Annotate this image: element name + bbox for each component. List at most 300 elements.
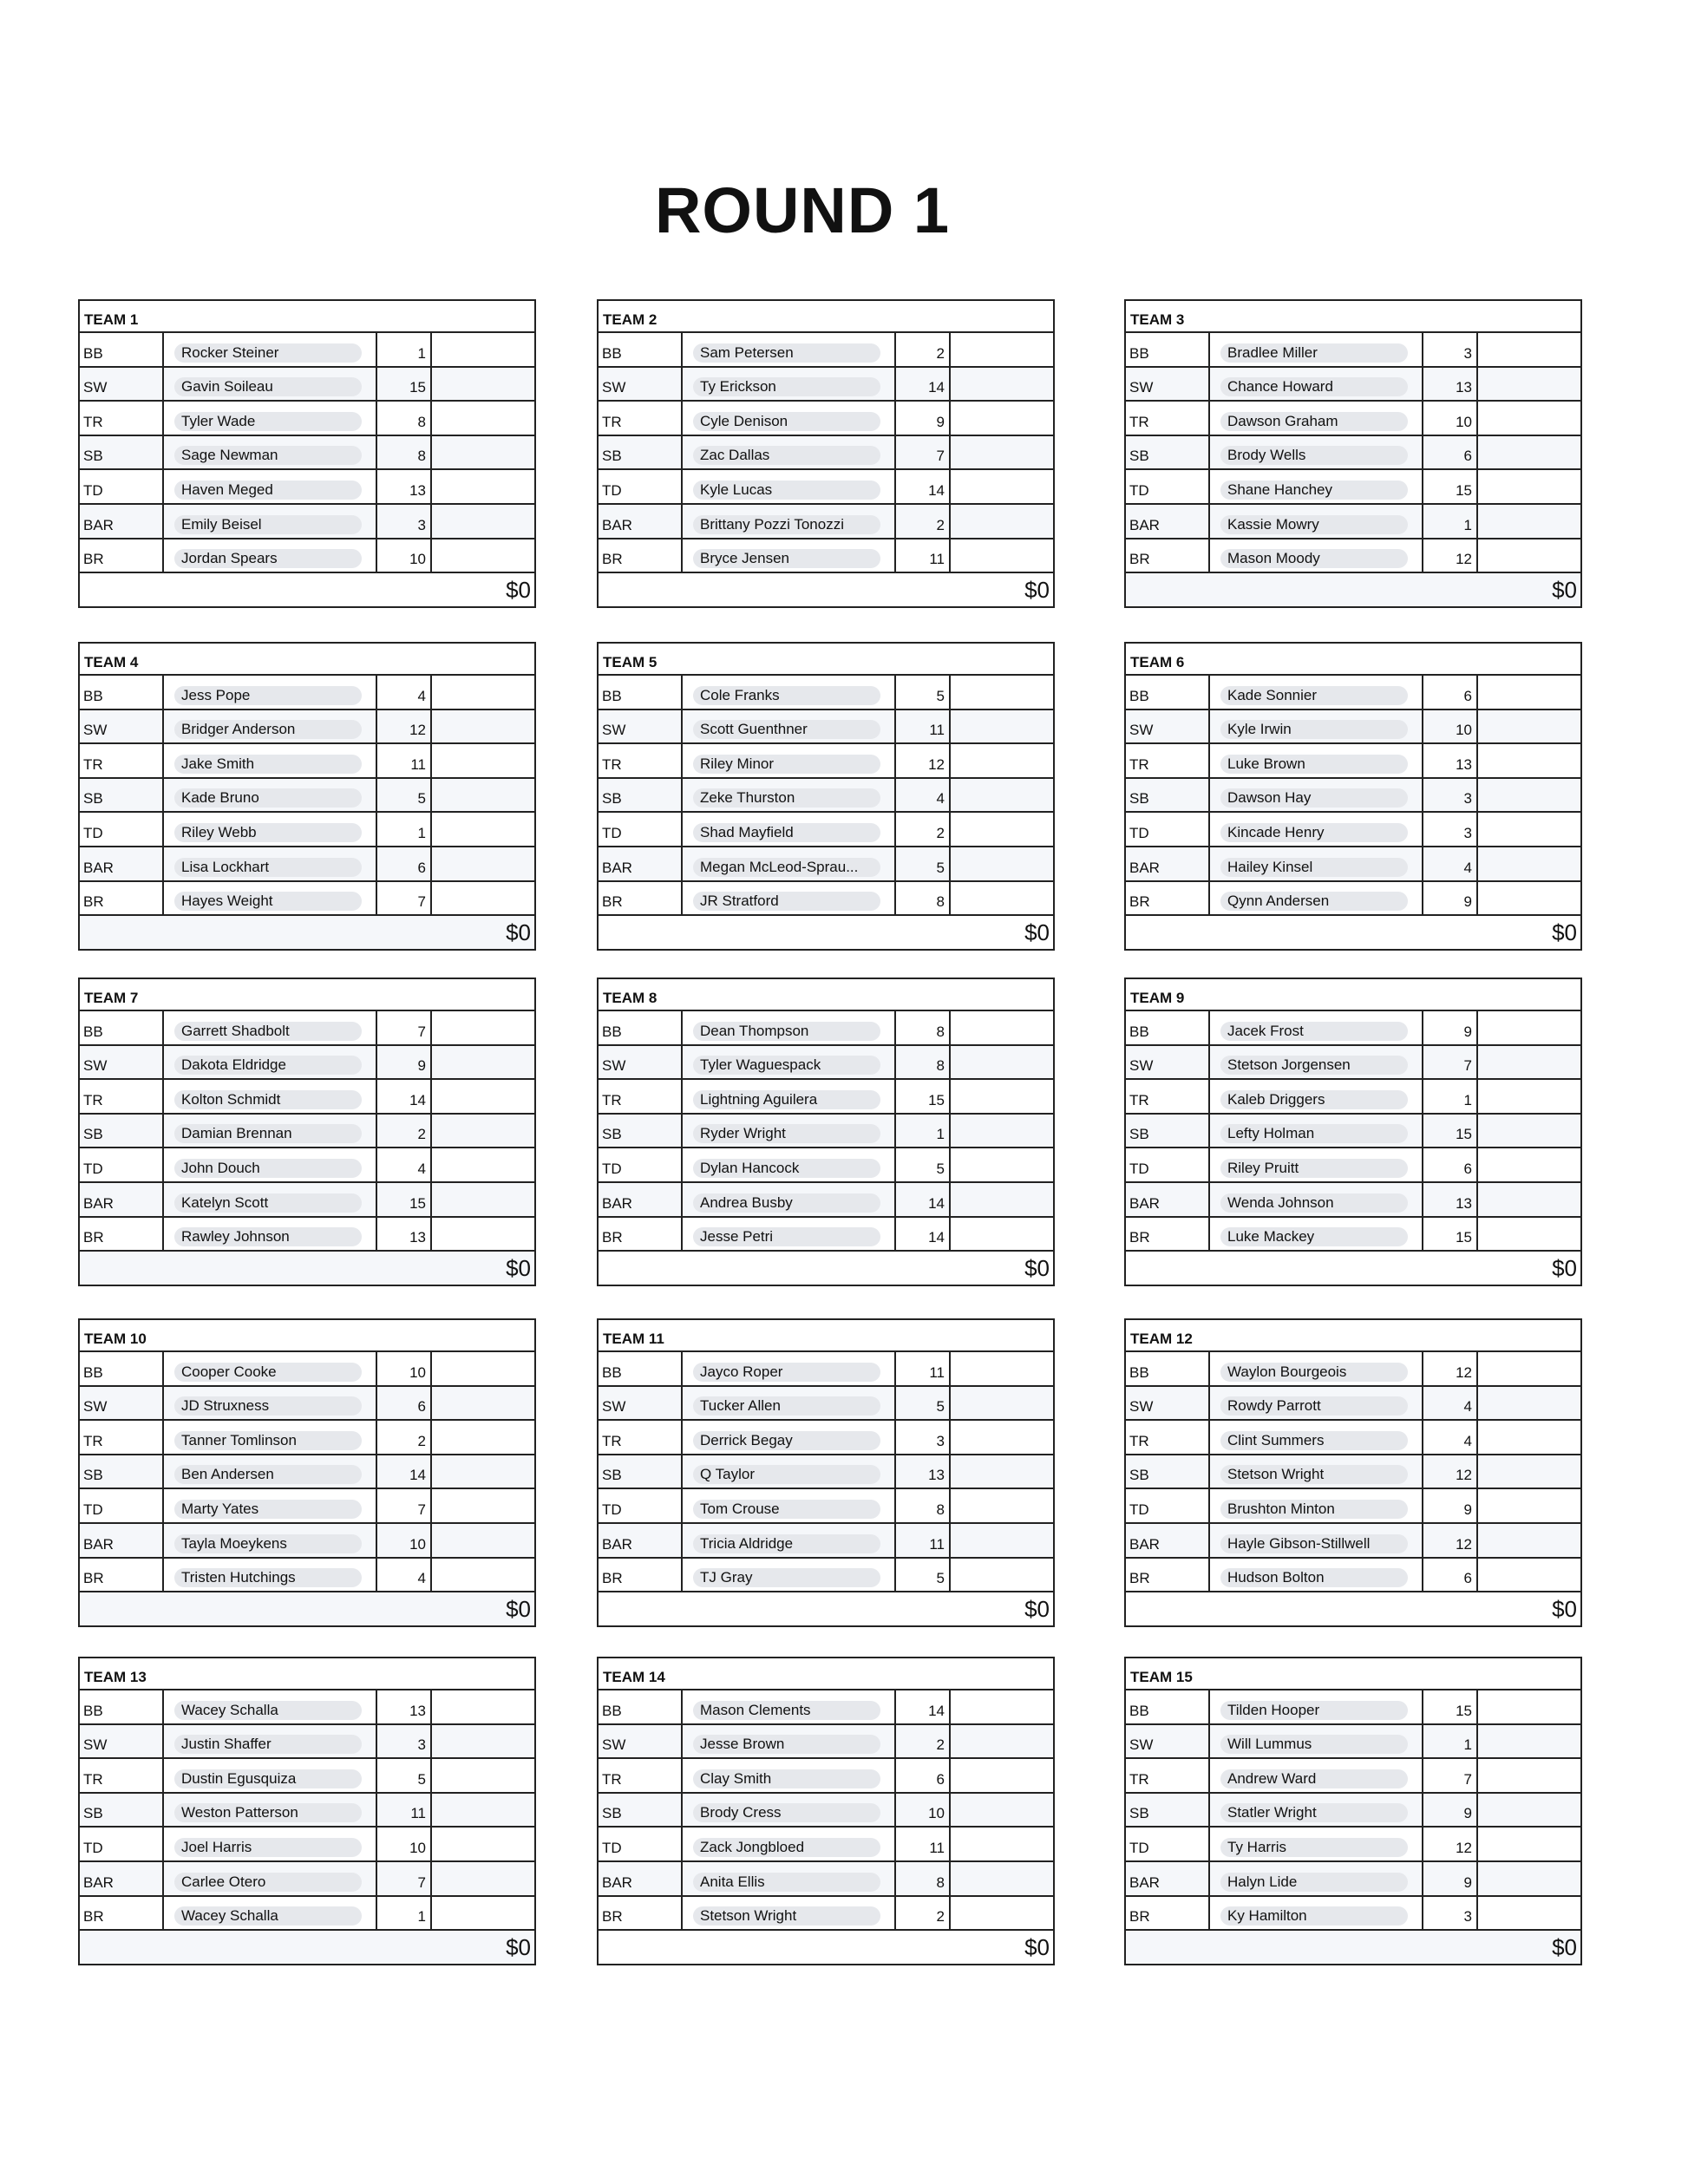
earnings-cell[interactable] xyxy=(951,676,1053,709)
player-dropdown[interactable]: Wacey Schalla xyxy=(174,1906,362,1926)
event-code: TD xyxy=(599,1828,683,1860)
team-card xyxy=(78,1657,536,1965)
player-dropdown[interactable]: Q Taylor xyxy=(693,1465,880,1484)
earnings-cell[interactable] xyxy=(432,1387,534,1420)
earnings-cell[interactable] xyxy=(432,1559,534,1592)
earnings-cell[interactable] xyxy=(1478,813,1580,846)
earnings-cell[interactable] xyxy=(951,1183,1053,1216)
earnings-cell[interactable] xyxy=(951,1690,1053,1723)
player-dropdown[interactable]: Statler Wright xyxy=(1220,1803,1408,1822)
earnings-cell[interactable] xyxy=(432,1046,534,1079)
player-dropdown[interactable]: Hayle Gibson-Stillwell xyxy=(1220,1534,1408,1553)
draw-number: 2 xyxy=(896,813,951,846)
player-dropdown[interactable]: Stetson Wright xyxy=(693,1906,880,1926)
player-dropdown[interactable]: JR Stratford xyxy=(693,892,880,911)
earnings-cell[interactable] xyxy=(951,1524,1053,1557)
player-dropdown[interactable]: Jayco Roper xyxy=(693,1363,880,1382)
player-dropdown[interactable]: Brody Cress xyxy=(693,1803,880,1822)
event-code: SW xyxy=(599,368,683,401)
player-dropdown[interactable]: Rocker Steiner xyxy=(174,343,362,363)
player-dropdown[interactable]: Hudson Bolton xyxy=(1220,1568,1408,1587)
player-dropdown[interactable]: Stetson Wright xyxy=(1220,1465,1408,1484)
player-cell xyxy=(683,1559,896,1592)
earnings-cell[interactable] xyxy=(432,1759,534,1792)
earnings-cell[interactable] xyxy=(951,1148,1053,1181)
draw-number: 4 xyxy=(377,676,432,709)
earnings-cell[interactable] xyxy=(1478,1218,1580,1251)
earnings-cell[interactable] xyxy=(951,882,1053,915)
event-code: TR xyxy=(80,1421,164,1454)
player-dropdown[interactable]: Stetson Jorgensen xyxy=(1220,1056,1408,1075)
event-code: TD xyxy=(80,1828,164,1860)
earnings-cell[interactable] xyxy=(951,1862,1053,1895)
earnings-cell[interactable] xyxy=(951,1725,1053,1758)
earnings-cell[interactable] xyxy=(1478,1148,1580,1181)
player-dropdown[interactable]: Luke Mackey xyxy=(1220,1227,1408,1246)
player-dropdown[interactable]: Dean Thompson xyxy=(693,1022,880,1041)
player-dropdown[interactable]: TJ Gray xyxy=(693,1568,880,1587)
earnings-cell[interactable] xyxy=(951,505,1053,538)
earnings-cell[interactable] xyxy=(1478,1183,1580,1216)
earnings-cell[interactable] xyxy=(951,1897,1053,1930)
player-dropdown[interactable]: Katelyn Scott xyxy=(174,1193,362,1213)
earnings-cell[interactable] xyxy=(1478,882,1580,915)
earnings-cell[interactable] xyxy=(1478,505,1580,538)
earnings-cell[interactable] xyxy=(432,1080,534,1113)
player-dropdown[interactable]: Hayes Weight xyxy=(174,892,362,911)
draw-number: 11 xyxy=(896,1524,951,1557)
earnings-cell[interactable] xyxy=(432,333,534,366)
earnings-cell[interactable] xyxy=(1478,676,1580,709)
event-code: SB xyxy=(80,1794,164,1827)
player-dropdown[interactable]: Tucker Allen xyxy=(693,1396,880,1416)
earnings-cell[interactable] xyxy=(951,1489,1053,1522)
earnings-cell[interactable] xyxy=(1478,539,1580,572)
player-dropdown[interactable]: Megan McLeod-Sprau... xyxy=(693,858,880,877)
player-dropdown[interactable]: Kyle Irwin xyxy=(1220,720,1408,739)
player-dropdown[interactable]: Kade Bruno xyxy=(174,788,362,808)
player-cell xyxy=(164,1524,377,1557)
player-dropdown[interactable]: Scott Guenthner xyxy=(693,720,880,739)
earnings-cell[interactable] xyxy=(951,1387,1053,1420)
earnings-cell[interactable] xyxy=(951,402,1053,435)
earnings-cell[interactable] xyxy=(951,1352,1053,1385)
team-row xyxy=(1126,1080,1580,1115)
player-dropdown[interactable]: Rawley Johnson xyxy=(174,1227,362,1246)
earnings-cell[interactable] xyxy=(1478,1725,1580,1758)
player-dropdown[interactable]: Marty Yates xyxy=(174,1500,362,1519)
team-total: $0 xyxy=(80,1252,534,1285)
event-code: BAR xyxy=(80,847,164,880)
player-dropdown[interactable]: Cole Franks xyxy=(693,686,880,705)
earnings-cell[interactable] xyxy=(1478,1690,1580,1723)
player-dropdown[interactable]: Zac Dallas xyxy=(693,446,880,465)
earnings-cell[interactable] xyxy=(1478,1352,1580,1385)
earnings-cell[interactable] xyxy=(432,1725,534,1758)
player-dropdown[interactable]: Ky Hamilton xyxy=(1220,1906,1408,1926)
player-dropdown[interactable]: Luke Brown xyxy=(1220,755,1408,774)
player-dropdown[interactable]: Andrew Ward xyxy=(1220,1769,1408,1788)
team-row xyxy=(80,470,534,505)
player-cell xyxy=(683,676,896,709)
player-dropdown[interactable]: Dakota Eldridge xyxy=(174,1056,362,1075)
team-row xyxy=(599,505,1053,539)
draw-number: 9 xyxy=(1423,882,1478,915)
player-cell xyxy=(683,1828,896,1860)
player-dropdown[interactable]: Mason Clements xyxy=(693,1701,880,1720)
draw-number: 15 xyxy=(1423,1690,1478,1723)
player-dropdown[interactable]: Gavin Soileau xyxy=(174,377,362,396)
earnings-cell[interactable] xyxy=(1478,744,1580,777)
earnings-cell[interactable] xyxy=(432,1489,534,1522)
earnings-cell[interactable] xyxy=(432,882,534,915)
earnings-cell[interactable] xyxy=(951,1218,1053,1251)
player-dropdown[interactable]: Kolton Schmidt xyxy=(174,1090,362,1109)
earnings-cell[interactable] xyxy=(432,1794,534,1827)
player-dropdown[interactable]: Lefty Holman xyxy=(1220,1124,1408,1143)
player-dropdown[interactable]: Anita Ellis xyxy=(693,1873,880,1892)
player-dropdown[interactable]: Kyle Lucas xyxy=(693,481,880,500)
player-dropdown[interactable]: Cyle Denison xyxy=(693,412,880,431)
player-dropdown[interactable]: Jess Pope xyxy=(174,686,362,705)
event-code: BAR xyxy=(599,1862,683,1895)
earnings-cell[interactable] xyxy=(432,1421,534,1454)
player-dropdown[interactable]: Jesse Brown xyxy=(693,1735,880,1754)
player-dropdown[interactable]: Lisa Lockhart xyxy=(174,858,362,877)
event-code: TR xyxy=(80,402,164,435)
earnings-cell[interactable] xyxy=(951,470,1053,503)
team-row xyxy=(599,436,1053,471)
player-cell xyxy=(1210,676,1423,709)
earnings-cell[interactable] xyxy=(432,436,534,469)
player-dropdown[interactable]: Bridger Anderson xyxy=(174,720,362,739)
earnings-cell[interactable] xyxy=(951,779,1053,812)
draw-number: 9 xyxy=(1423,1489,1478,1522)
player-dropdown[interactable]: Rowdy Parrott xyxy=(1220,1396,1408,1416)
player-cell xyxy=(683,1690,896,1723)
player-dropdown[interactable]: Ty Harris xyxy=(1220,1838,1408,1857)
team-card xyxy=(597,978,1055,1286)
player-dropdown[interactable]: Tyler Waguespack xyxy=(693,1056,880,1075)
earnings-cell[interactable] xyxy=(1478,1115,1580,1148)
earnings-cell[interactable] xyxy=(1478,1897,1580,1930)
player-dropdown[interactable]: Carlee Otero xyxy=(174,1873,362,1892)
player-dropdown[interactable]: Brody Wells xyxy=(1220,446,1408,465)
earnings-cell[interactable] xyxy=(432,1115,534,1148)
earnings-cell[interactable] xyxy=(951,1828,1053,1860)
earnings-cell[interactable] xyxy=(1478,1862,1580,1895)
team-total: $0 xyxy=(1126,573,1580,606)
earnings-cell[interactable] xyxy=(951,1046,1053,1079)
player-cell xyxy=(683,1455,896,1488)
team-row xyxy=(599,1489,1053,1524)
team-card xyxy=(597,642,1055,951)
player-dropdown[interactable]: Kaleb Driggers xyxy=(1220,1090,1408,1109)
earnings-cell[interactable] xyxy=(432,779,534,812)
team-row xyxy=(599,1897,1053,1932)
draw-number: 8 xyxy=(377,436,432,469)
draw-number: 3 xyxy=(1423,333,1478,366)
earnings-cell[interactable] xyxy=(1478,779,1580,812)
player-dropdown[interactable]: Tristen Hutchings xyxy=(174,1568,362,1587)
player-cell xyxy=(164,470,377,503)
earnings-cell[interactable] xyxy=(951,744,1053,777)
earnings-cell[interactable] xyxy=(432,744,534,777)
event-code: SW xyxy=(80,368,164,401)
earnings-cell[interactable] xyxy=(432,505,534,538)
earnings-cell[interactable] xyxy=(1478,1524,1580,1557)
player-dropdown[interactable]: JD Struxness xyxy=(174,1396,362,1416)
player-dropdown[interactable]: Lightning Aguilera xyxy=(693,1090,880,1109)
player-dropdown[interactable]: Jordan Spears xyxy=(174,549,362,568)
team-row xyxy=(80,1011,534,1046)
draw-number: 12 xyxy=(1423,539,1478,572)
player-dropdown[interactable]: Clay Smith xyxy=(693,1769,880,1788)
player-dropdown[interactable]: Brittany Pozzi Tonozzi xyxy=(693,515,880,534)
event-code: SW xyxy=(80,1046,164,1079)
earnings-cell[interactable] xyxy=(432,1524,534,1557)
earnings-cell[interactable] xyxy=(1478,1011,1580,1044)
earnings-cell[interactable] xyxy=(951,1421,1053,1454)
team-row xyxy=(1126,847,1580,882)
earnings-cell[interactable] xyxy=(432,1148,534,1181)
player-dropdown[interactable]: Joel Harris xyxy=(174,1838,362,1857)
player-cell xyxy=(1210,1080,1423,1113)
draw-number: 5 xyxy=(896,1148,951,1181)
player-cell xyxy=(164,779,377,812)
team-row xyxy=(599,710,1053,745)
player-dropdown[interactable]: Emily Beisel xyxy=(174,515,362,534)
event-code: BAR xyxy=(1126,505,1210,538)
player-dropdown[interactable]: Damian Brennan xyxy=(174,1124,362,1143)
team-row xyxy=(1126,676,1580,710)
player-dropdown[interactable]: Dawson Graham xyxy=(1220,412,1408,431)
earnings-cell[interactable] xyxy=(432,1218,534,1251)
player-cell xyxy=(683,1352,896,1385)
player-cell xyxy=(683,1011,896,1044)
player-dropdown[interactable]: Justin Shaffer xyxy=(174,1735,362,1754)
draw-number: 14 xyxy=(377,1455,432,1488)
player-cell xyxy=(164,1794,377,1827)
draw-number: 3 xyxy=(377,505,432,538)
draw-number: 3 xyxy=(1423,813,1478,846)
team-row xyxy=(80,333,534,368)
earnings-cell[interactable] xyxy=(951,539,1053,572)
earnings-cell[interactable] xyxy=(951,1455,1053,1488)
earnings-cell[interactable] xyxy=(432,1897,534,1930)
player-dropdown[interactable]: Kassie Mowry xyxy=(1220,515,1408,534)
earnings-cell[interactable] xyxy=(1478,470,1580,503)
earnings-cell[interactable] xyxy=(432,676,534,709)
player-dropdown[interactable]: Cooper Cooke xyxy=(174,1363,362,1382)
draw-number: 15 xyxy=(1423,1115,1478,1148)
player-dropdown[interactable]: Garrett Shadbolt xyxy=(174,1022,362,1041)
earnings-cell[interactable] xyxy=(432,1183,534,1216)
event-code: BR xyxy=(80,1897,164,1930)
event-code: BR xyxy=(599,539,683,572)
player-dropdown[interactable]: Tricia Aldridge xyxy=(693,1534,880,1553)
earnings-cell[interactable] xyxy=(1478,1489,1580,1522)
player-dropdown[interactable]: Mason Moody xyxy=(1220,549,1408,568)
earnings-cell[interactable] xyxy=(432,1352,534,1385)
earnings-cell[interactable] xyxy=(1478,1421,1580,1454)
earnings-cell[interactable] xyxy=(432,368,534,401)
player-dropdown[interactable]: Andrea Busby xyxy=(693,1193,880,1213)
team-row xyxy=(80,1489,534,1524)
player-dropdown[interactable]: Riley Minor xyxy=(693,755,880,774)
event-code: SW xyxy=(1126,710,1210,743)
player-dropdown[interactable]: Ben Andersen xyxy=(174,1465,362,1484)
player-dropdown[interactable]: Will Lummus xyxy=(1220,1735,1408,1754)
player-dropdown[interactable]: John Douch xyxy=(174,1159,362,1178)
draw-number: 10 xyxy=(377,1352,432,1385)
player-dropdown[interactable]: Ty Erickson xyxy=(693,377,880,396)
player-dropdown[interactable]: Bryce Jensen xyxy=(693,549,880,568)
earnings-cell[interactable] xyxy=(951,1011,1053,1044)
earnings-cell[interactable] xyxy=(432,1828,534,1860)
earnings-cell[interactable] xyxy=(432,1862,534,1895)
team-row xyxy=(1126,470,1580,505)
player-dropdown[interactable]: Sage Newman xyxy=(174,446,362,465)
player-dropdown[interactable]: Riley Webb xyxy=(174,823,362,842)
player-dropdown[interactable]: Shane Hanchey xyxy=(1220,481,1408,500)
player-dropdown[interactable]: Brushton Minton xyxy=(1220,1500,1408,1519)
player-dropdown[interactable]: Shad Mayfield xyxy=(693,823,880,842)
team-name: TEAM 8 xyxy=(599,979,1053,1011)
player-cell xyxy=(164,1352,377,1385)
player-dropdown[interactable]: Chance Howard xyxy=(1220,377,1408,396)
team-row xyxy=(1126,1115,1580,1149)
team-row xyxy=(80,1046,534,1081)
earnings-cell[interactable] xyxy=(951,436,1053,469)
event-code: BR xyxy=(80,882,164,915)
earnings-cell[interactable] xyxy=(951,368,1053,401)
player-dropdown[interactable]: Tayla Moeykens xyxy=(174,1534,362,1553)
earnings-cell[interactable] xyxy=(1478,1828,1580,1860)
player-dropdown[interactable]: Derrick Begay xyxy=(693,1431,880,1450)
player-dropdown[interactable]: Weston Patterson xyxy=(174,1803,362,1822)
player-dropdown[interactable]: Bradlee Miller xyxy=(1220,343,1408,363)
player-dropdown[interactable]: Zeke Thurston xyxy=(693,788,880,808)
earnings-cell[interactable] xyxy=(1478,1046,1580,1079)
earnings-cell[interactable] xyxy=(1478,333,1580,366)
draw-number: 7 xyxy=(377,882,432,915)
event-code: BB xyxy=(1126,1352,1210,1385)
player-dropdown[interactable]: Waylon Bourgeois xyxy=(1220,1363,1408,1382)
earnings-cell[interactable] xyxy=(1478,1080,1580,1113)
earnings-cell[interactable] xyxy=(1478,368,1580,401)
player-cell xyxy=(164,1455,377,1488)
team-row xyxy=(80,710,534,745)
earnings-cell[interactable] xyxy=(432,1011,534,1044)
team-row xyxy=(80,1218,534,1252)
player-dropdown[interactable]: Ryder Wright xyxy=(693,1124,880,1143)
earnings-cell[interactable] xyxy=(951,710,1053,743)
earnings-cell[interactable] xyxy=(951,847,1053,880)
draw-number: 5 xyxy=(896,847,951,880)
player-cell xyxy=(683,1862,896,1895)
player-cell xyxy=(164,1421,377,1454)
earnings-cell[interactable] xyxy=(432,710,534,743)
player-dropdown[interactable]: Halyn Lide xyxy=(1220,1873,1408,1892)
team-card xyxy=(1124,1657,1582,1965)
event-code: TR xyxy=(1126,1080,1210,1113)
earnings-cell[interactable] xyxy=(432,402,534,435)
earnings-cell[interactable] xyxy=(1478,402,1580,435)
player-cell xyxy=(1210,333,1423,366)
player-dropdown[interactable]: Dylan Hancock xyxy=(693,1159,880,1178)
draw-number: 2 xyxy=(896,1725,951,1758)
player-dropdown[interactable]: Dustin Egusquiza xyxy=(174,1769,362,1788)
earnings-cell[interactable] xyxy=(951,1559,1053,1592)
player-dropdown[interactable]: Jesse Petri xyxy=(693,1227,880,1246)
earnings-cell[interactable] xyxy=(1478,436,1580,469)
player-dropdown[interactable]: Wacey Schalla xyxy=(174,1701,362,1720)
earnings-cell[interactable] xyxy=(432,1455,534,1488)
earnings-cell[interactable] xyxy=(1478,1759,1580,1792)
player-dropdown[interactable]: Clint Summers xyxy=(1220,1431,1408,1450)
player-dropdown[interactable]: Zack Jongbloed xyxy=(693,1838,880,1857)
player-dropdown[interactable]: Jacek Frost xyxy=(1220,1022,1408,1041)
team-row xyxy=(1126,436,1580,471)
earnings-cell[interactable] xyxy=(432,813,534,846)
draw-number: 14 xyxy=(896,1183,951,1216)
draw-number: 12 xyxy=(1423,1524,1478,1557)
team-row xyxy=(599,333,1053,368)
player-dropdown[interactable]: Dawson Hay xyxy=(1220,788,1408,808)
earnings-cell[interactable] xyxy=(432,470,534,503)
earnings-cell[interactable] xyxy=(432,539,534,572)
player-dropdown[interactable]: Jake Smith xyxy=(174,755,362,774)
team-card xyxy=(78,1318,536,1627)
player-dropdown[interactable]: Tom Crouse xyxy=(693,1500,880,1519)
player-dropdown[interactable]: Hailey Kinsel xyxy=(1220,858,1408,877)
earnings-cell[interactable] xyxy=(1478,1455,1580,1488)
team-row xyxy=(1126,1148,1580,1183)
earnings-cell[interactable] xyxy=(432,1690,534,1723)
event-code: TD xyxy=(1126,470,1210,503)
draw-number: 2 xyxy=(896,333,951,366)
earnings-cell[interactable] xyxy=(951,813,1053,846)
earnings-cell[interactable] xyxy=(1478,847,1580,880)
earnings-cell[interactable] xyxy=(1478,1559,1580,1592)
player-dropdown[interactable]: Kade Sonnier xyxy=(1220,686,1408,705)
team-total: $0 xyxy=(1552,919,1577,946)
earnings-cell[interactable] xyxy=(951,1115,1053,1148)
earnings-cell[interactable] xyxy=(951,1759,1053,1792)
earnings-cell[interactable] xyxy=(1478,710,1580,743)
player-dropdown[interactable]: Tanner Tomlinson xyxy=(174,1431,362,1450)
earnings-cell[interactable] xyxy=(1478,1794,1580,1827)
draw-number: 14 xyxy=(896,1218,951,1251)
draw-number: 2 xyxy=(377,1115,432,1148)
player-dropdown[interactable]: Kincade Henry xyxy=(1220,823,1408,842)
player-dropdown[interactable]: Sam Petersen xyxy=(693,343,880,363)
player-dropdown[interactable]: Riley Pruitt xyxy=(1220,1159,1408,1178)
player-dropdown[interactable]: Tyler Wade xyxy=(174,412,362,431)
player-dropdown[interactable]: Tilden Hooper xyxy=(1220,1701,1408,1720)
player-dropdown[interactable]: Haven Meged xyxy=(174,481,362,500)
earnings-cell[interactable] xyxy=(432,847,534,880)
team-row xyxy=(599,1183,1053,1218)
earnings-cell[interactable] xyxy=(951,1080,1053,1113)
earnings-cell[interactable] xyxy=(951,1794,1053,1827)
earnings-cell[interactable] xyxy=(1478,1387,1580,1420)
player-dropdown[interactable]: Wenda Johnson xyxy=(1220,1193,1408,1213)
player-dropdown[interactable]: Qynn Andersen xyxy=(1220,892,1408,911)
earnings-cell[interactable] xyxy=(951,333,1053,366)
player-cell xyxy=(1210,505,1423,538)
